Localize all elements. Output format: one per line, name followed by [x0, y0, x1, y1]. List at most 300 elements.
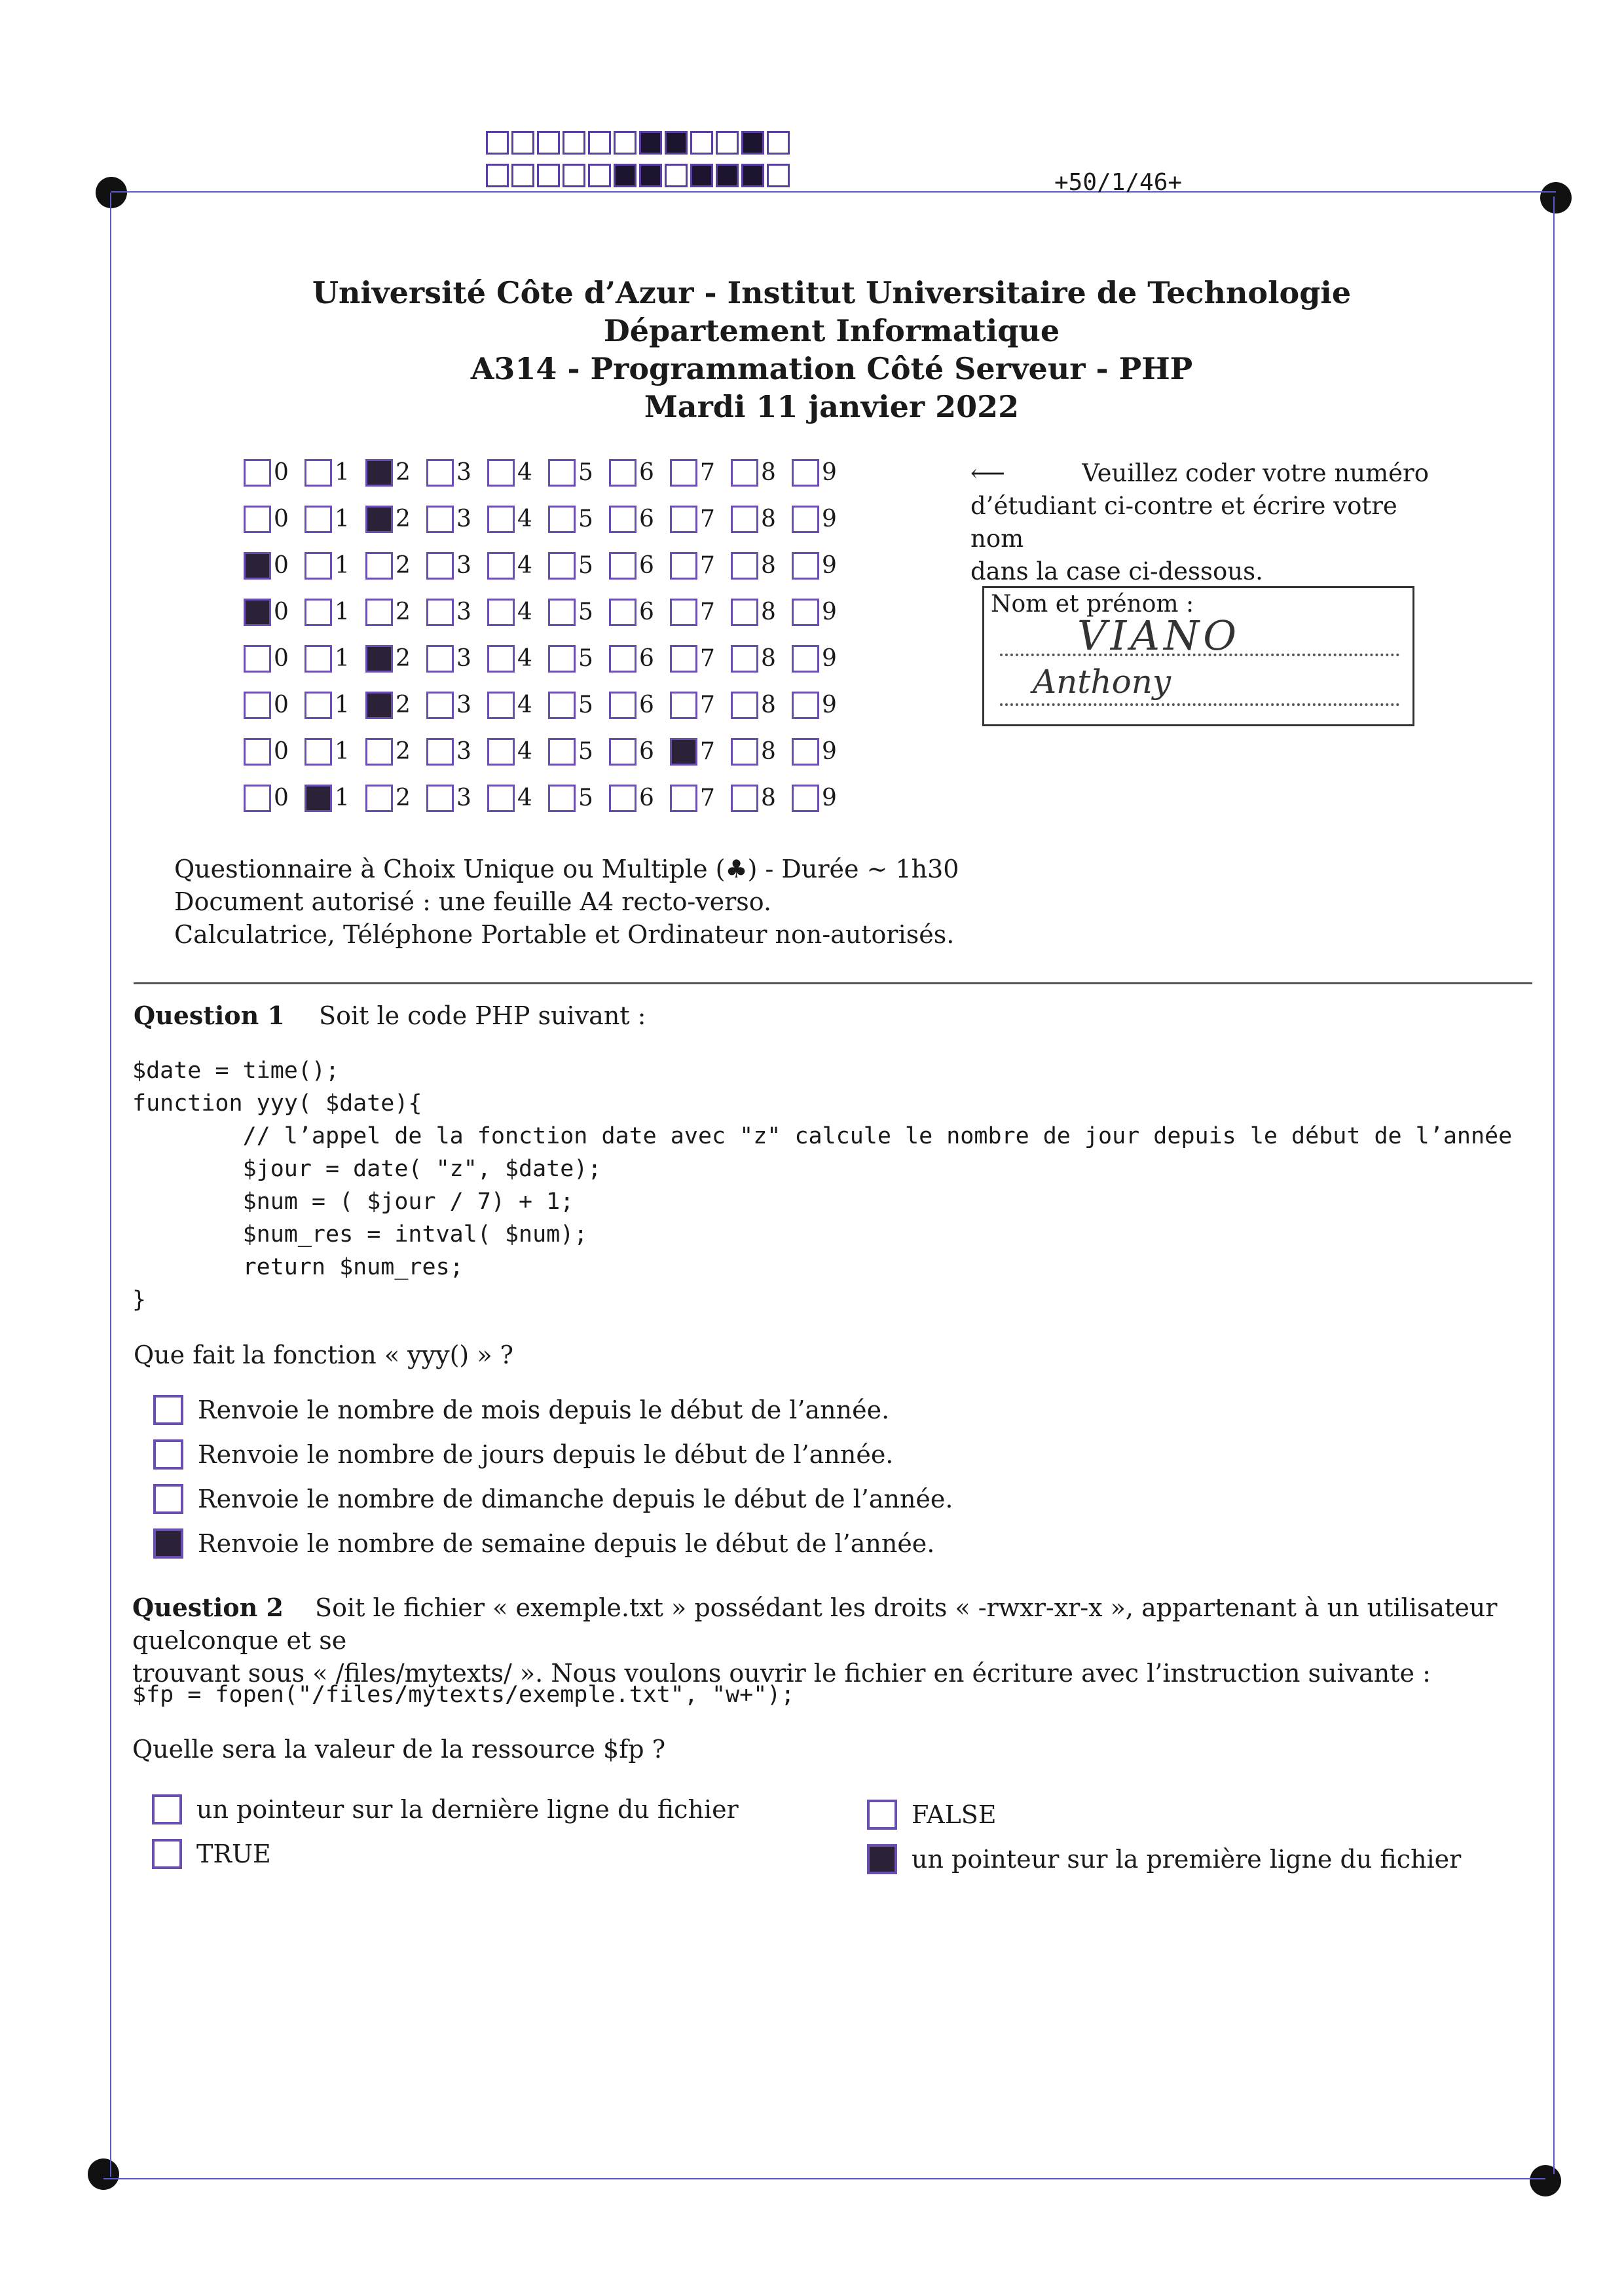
digit-label: 9 [822, 738, 837, 765]
question-1-intro: Soit le code PHP suivant : [319, 1001, 646, 1030]
digit-option [304, 738, 365, 766]
digit-checkbox[interactable] [365, 506, 393, 533]
digit-checkbox[interactable] [609, 552, 637, 580]
instructions-line-1: Veuillez coder votre numéro [1082, 459, 1429, 487]
digit-checkbox[interactable] [244, 645, 271, 673]
digit-checkbox[interactable] [548, 692, 576, 719]
digit-option [426, 506, 487, 533]
digit-label: 3 [456, 692, 471, 718]
digit-option [609, 785, 670, 812]
left-arrow-icon: ⟵ [970, 459, 1006, 487]
digit-label: 3 [456, 738, 471, 765]
digit-option [426, 785, 487, 812]
digit-label: 2 [396, 552, 411, 579]
digit-checkbox[interactable] [365, 738, 393, 766]
digit-option [304, 645, 365, 673]
digit-checkbox[interactable] [548, 599, 576, 626]
digit-label: 3 [456, 459, 471, 486]
digit-label: 1 [335, 506, 350, 532]
digit-option [304, 599, 365, 626]
digit-option [731, 785, 792, 812]
question-1-heading [134, 999, 646, 1032]
digit-checkbox[interactable] [304, 599, 332, 626]
digit-option [487, 506, 548, 533]
digit-label: 5 [578, 552, 593, 579]
digit-label: 2 [396, 692, 411, 718]
digit-checkbox[interactable] [670, 506, 697, 533]
digit-label: 6 [639, 599, 654, 625]
corner-mark-top-right [1540, 182, 1572, 213]
digit-option [609, 459, 670, 487]
digit-label: 4 [517, 552, 532, 579]
digit-label: 7 [700, 785, 715, 811]
digit-checkbox[interactable] [548, 738, 576, 766]
digit-label: 4 [517, 645, 532, 672]
digit-checkbox[interactable] [426, 785, 454, 812]
digit-label: 9 [822, 459, 837, 486]
digit-label: 0 [274, 599, 289, 625]
name-dotted-line-2 [1000, 703, 1399, 706]
digit-option [731, 459, 792, 487]
digit-option [548, 459, 609, 487]
digit-checkbox[interactable] [792, 692, 819, 719]
exam-info-line-2: Document autorisé : une feuille A4 recto-verso. [174, 887, 772, 916]
digit-label: 8 [761, 552, 776, 579]
digit-checkbox[interactable] [670, 645, 697, 673]
code-line: $date = time(); [132, 1058, 340, 1084]
digit-option [487, 785, 548, 812]
digit-option [670, 645, 731, 673]
digit-option [670, 459, 731, 487]
digit-checkbox[interactable] [487, 459, 515, 487]
digit-label: 8 [761, 692, 776, 718]
instructions-line-3: dans la case ci-dessous. [970, 557, 1263, 585]
student-number-row [244, 496, 853, 542]
question-2-heading [132, 1591, 1534, 1690]
digit-label: 1 [335, 785, 350, 811]
digit-label: 9 [822, 599, 837, 625]
code-line: $jour = date( "z", $date); [132, 1156, 602, 1182]
digit-checkbox[interactable] [670, 738, 697, 766]
handwritten-first-name: Anthony [1033, 663, 1172, 701]
digit-option [244, 785, 304, 812]
digit-option [365, 552, 426, 580]
digit-option [304, 692, 365, 719]
answer-label: Renvoie le nombre de mois depuis le début de l’année. [198, 1396, 890, 1424]
digit-label: 8 [761, 645, 776, 672]
answer-label: Renvoie le nombre de semaine depuis le début de l’année. [198, 1529, 935, 1558]
digit-option [792, 599, 853, 626]
digit-checkbox[interactable] [609, 506, 637, 533]
digit-checkbox[interactable] [487, 692, 515, 719]
digit-label: 4 [517, 459, 532, 486]
digit-option [548, 506, 609, 533]
digit-checkbox[interactable] [304, 645, 332, 673]
digit-label: 6 [639, 459, 654, 486]
barcode-bottom-row [486, 164, 792, 187]
digit-label: 3 [456, 645, 471, 672]
digit-option [792, 738, 853, 766]
code-line: $num = ( $jour / 7) + 1; [132, 1189, 574, 1215]
question-1-title: Question 1 [134, 1001, 285, 1030]
digit-label: 1 [335, 645, 350, 672]
header-department: Département Informatique [603, 313, 1060, 348]
digit-label: 0 [274, 645, 289, 672]
digit-label: 0 [274, 459, 289, 486]
digit-label: 7 [700, 506, 715, 532]
digit-checkbox[interactable] [304, 459, 332, 487]
digit-checkbox[interactable] [365, 645, 393, 673]
question-2-intro-line-1: Soit le fichier « exemple.txt » possédant les droits « -rwxr-xr-x », appartenant à un utilisateur quelconque et se [132, 1593, 1498, 1655]
digit-option [365, 785, 426, 812]
instructions [970, 457, 1429, 588]
digit-label: 2 [396, 785, 411, 811]
student-number-row [244, 589, 853, 635]
answer-option[interactable] [153, 1484, 953, 1514]
digit-checkbox[interactable] [792, 459, 819, 487]
answer-checkbox[interactable] [153, 1439, 183, 1470]
digit-option [304, 459, 365, 487]
code-line: } [132, 1287, 147, 1313]
digit-checkbox[interactable] [731, 738, 758, 766]
digit-option [609, 599, 670, 626]
answer-label: un pointeur sur la dernière ligne du fichier [196, 1795, 739, 1824]
digit-checkbox[interactable] [731, 692, 758, 719]
digit-option [548, 692, 609, 719]
digit-checkbox[interactable] [731, 599, 758, 626]
digit-checkbox[interactable] [609, 599, 637, 626]
digit-label: 5 [578, 599, 593, 625]
header-course: A314 - Programmation Côté Serveur - PHP [470, 351, 1193, 386]
digit-option [731, 645, 792, 673]
student-number-row [244, 728, 853, 775]
digit-option [244, 506, 304, 533]
digit-checkbox[interactable] [731, 785, 758, 812]
answer-option[interactable] [867, 1844, 1461, 1874]
digit-checkbox[interactable] [487, 738, 515, 766]
digit-checkbox[interactable] [365, 599, 393, 626]
digit-option [792, 506, 853, 533]
digit-checkbox[interactable] [426, 645, 454, 673]
digit-checkbox[interactable] [670, 459, 697, 487]
answer-checkbox[interactable] [867, 1800, 897, 1830]
digit-label: 1 [335, 738, 350, 765]
digit-label: 8 [761, 459, 776, 486]
digit-checkbox[interactable] [426, 692, 454, 719]
digit-option [365, 645, 426, 673]
digit-option [487, 645, 548, 673]
digit-label: 9 [822, 552, 837, 579]
digit-label: 2 [396, 738, 411, 765]
digit-checkbox[interactable] [670, 692, 697, 719]
digit-checkbox[interactable] [548, 459, 576, 487]
digit-option [670, 552, 731, 580]
digit-label: 4 [517, 738, 532, 765]
digit-option [487, 599, 548, 626]
digit-checkbox[interactable] [609, 645, 637, 673]
name-box[interactable] [982, 586, 1414, 726]
digit-checkbox[interactable] [426, 459, 454, 487]
digit-checkbox[interactable] [670, 552, 697, 580]
digit-checkbox[interactable] [487, 785, 515, 812]
digit-option [792, 552, 853, 580]
digit-label: 2 [396, 506, 411, 532]
answer-label: FALSE [912, 1800, 997, 1829]
digit-checkbox[interactable] [731, 552, 758, 580]
digit-label: 7 [700, 459, 715, 486]
digit-label: 4 [517, 506, 532, 532]
digit-label: 6 [639, 645, 654, 672]
copy-id: +50/1/46+ [1054, 169, 1183, 196]
digit-option [731, 738, 792, 766]
digit-checkbox[interactable] [487, 645, 515, 673]
digit-label: 1 [335, 552, 350, 579]
digit-option [244, 599, 304, 626]
digit-label: 4 [517, 692, 532, 718]
answer-option[interactable] [867, 1800, 997, 1830]
digit-option [548, 738, 609, 766]
digit-checkbox[interactable] [426, 552, 454, 580]
digit-option [426, 738, 487, 766]
answer-checkbox[interactable] [152, 1794, 182, 1824]
digit-checkbox[interactable] [244, 738, 271, 766]
digit-label: 5 [578, 692, 593, 718]
digit-checkbox[interactable] [244, 552, 271, 580]
digit-option [548, 552, 609, 580]
digit-option [609, 738, 670, 766]
digit-checkbox[interactable] [487, 599, 515, 626]
digit-option [244, 738, 304, 766]
digit-checkbox[interactable] [487, 552, 515, 580]
digit-label: 5 [578, 645, 593, 672]
digit-checkbox[interactable] [548, 552, 576, 580]
exam-info [174, 853, 959, 951]
student-number-row [244, 775, 853, 821]
answer-checkbox[interactable] [867, 1844, 897, 1874]
digit-checkbox[interactable] [244, 785, 271, 812]
digit-option [609, 506, 670, 533]
digit-option [548, 599, 609, 626]
digit-checkbox[interactable] [670, 599, 697, 626]
digit-option [426, 459, 487, 487]
digit-option [426, 692, 487, 719]
digit-option [426, 599, 487, 626]
digit-label: 5 [578, 506, 593, 532]
digit-checkbox[interactable] [792, 645, 819, 673]
digit-option [365, 459, 426, 487]
digit-label: 3 [456, 599, 471, 625]
frame-top [111, 191, 1556, 193]
student-number-row [244, 635, 853, 682]
digit-checkbox[interactable] [548, 785, 576, 812]
digit-checkbox[interactable] [792, 552, 819, 580]
frame-left [110, 193, 111, 2177]
digit-checkbox[interactable] [304, 506, 332, 533]
digit-option [487, 552, 548, 580]
answer-option[interactable] [152, 1794, 739, 1824]
digit-checkbox[interactable] [365, 552, 393, 580]
digit-checkbox[interactable] [244, 459, 271, 487]
code-line: function yyy( $date){ [132, 1090, 422, 1117]
digit-option [670, 692, 731, 719]
digit-checkbox[interactable] [304, 785, 332, 812]
digit-label: 1 [335, 599, 350, 625]
digit-label: 7 [700, 552, 715, 579]
name-dotted-line-1 [1000, 654, 1399, 656]
digit-checkbox[interactable] [304, 738, 332, 766]
question-2-prompt: Quelle sera la valeur de la ressource $fp ? [132, 1735, 666, 1764]
digit-option [548, 785, 609, 812]
digit-option [487, 738, 548, 766]
digit-checkbox[interactable] [426, 599, 454, 626]
digit-option [365, 738, 426, 766]
digit-label: 7 [700, 738, 715, 765]
digit-checkbox[interactable] [304, 552, 332, 580]
separator-rule [134, 982, 1532, 984]
digit-checkbox[interactable] [244, 692, 271, 719]
frame-bottom [103, 2178, 1545, 2179]
digit-checkbox[interactable] [487, 506, 515, 533]
digit-checkbox[interactable] [304, 692, 332, 719]
digit-option [487, 459, 548, 487]
digit-checkbox[interactable] [792, 599, 819, 626]
digit-label: 0 [274, 692, 289, 718]
answer-option[interactable] [153, 1439, 893, 1470]
digit-label: 6 [639, 506, 654, 532]
digit-label: 9 [822, 692, 837, 718]
digit-checkbox[interactable] [548, 645, 576, 673]
digit-option [731, 552, 792, 580]
digit-checkbox[interactable] [670, 785, 697, 812]
digit-option [670, 506, 731, 533]
exam-info-line-1: Questionnaire à Choix Unique ou Multiple (♣) - Durée ∼ 1h30 [174, 855, 959, 883]
digit-checkbox[interactable] [609, 692, 637, 719]
digit-label: 7 [700, 599, 715, 625]
answer-option[interactable] [152, 1839, 271, 1869]
digit-label: 6 [639, 785, 654, 811]
digit-label: 3 [456, 785, 471, 811]
student-number-row [244, 682, 853, 728]
answer-checkbox[interactable] [153, 1528, 183, 1559]
answer-option[interactable] [153, 1395, 889, 1425]
digit-option [792, 459, 853, 487]
digit-label: 0 [274, 552, 289, 579]
digit-checkbox[interactable] [792, 506, 819, 533]
digit-label: 8 [761, 738, 776, 765]
digit-checkbox[interactable] [731, 506, 758, 533]
barcode-top-row [486, 131, 792, 155]
digit-label: 3 [456, 552, 471, 579]
digit-checkbox[interactable] [792, 785, 819, 812]
digit-checkbox[interactable] [609, 459, 637, 487]
name-box-label: Nom et prénom : [991, 591, 1194, 618]
digit-label: 9 [822, 506, 837, 532]
digit-option [426, 645, 487, 673]
header-university: Université Côte d’Azur - Institut Universitaire de Technologie [312, 275, 1352, 310]
digit-label: 2 [396, 645, 411, 672]
digit-option [670, 738, 731, 766]
digit-option [244, 459, 304, 487]
digit-checkbox[interactable] [548, 506, 576, 533]
corner-mark-bottom-left [88, 2158, 119, 2190]
digit-label: 4 [517, 599, 532, 625]
digit-checkbox[interactable] [609, 738, 637, 766]
answer-label: Renvoie le nombre de jours depuis le début de l’année. [198, 1440, 894, 1469]
student-number-row [244, 542, 853, 589]
digit-checkbox[interactable] [426, 738, 454, 766]
digit-option [304, 552, 365, 580]
digit-checkbox[interactable] [731, 459, 758, 487]
digit-option [365, 692, 426, 719]
digit-label: 0 [274, 785, 289, 811]
digit-label: 8 [761, 506, 776, 532]
digit-checkbox[interactable] [244, 599, 271, 626]
digit-option [487, 692, 548, 719]
code-line: return $num_res; [132, 1254, 464, 1280]
student-number-grid [244, 449, 853, 821]
digit-option [365, 599, 426, 626]
digit-checkbox[interactable] [365, 785, 393, 812]
exam-info-line-3: Calculatrice, Téléphone Portable et Ordinateur non-autorisés. [174, 920, 955, 949]
digit-checkbox[interactable] [365, 692, 393, 719]
digit-checkbox[interactable] [426, 506, 454, 533]
digit-option [244, 645, 304, 673]
digit-option [609, 552, 670, 580]
digit-label: 3 [456, 506, 471, 532]
digit-label: 7 [700, 692, 715, 718]
digit-option [609, 692, 670, 719]
digit-checkbox[interactable] [731, 645, 758, 673]
digit-label: 6 [639, 552, 654, 579]
answer-label: un pointeur sur la première ligne du fichier [912, 1845, 1462, 1874]
question-2-intro-line-2: trouvant sous « /files/mytexts/ ». Nous voulons ouvrir le fichier en écriture avec l’instruction suivante : [132, 1659, 1431, 1688]
question-2-title: Question 2 [132, 1593, 284, 1622]
answer-checkbox[interactable] [153, 1395, 183, 1425]
digit-checkbox[interactable] [365, 459, 393, 487]
digit-option [304, 506, 365, 533]
digit-label: 6 [639, 738, 654, 765]
question-1-code [132, 1054, 1512, 1316]
digit-label: 9 [822, 645, 837, 672]
digit-label: 1 [335, 692, 350, 718]
answer-option[interactable] [153, 1528, 934, 1559]
frame-right [1553, 196, 1555, 2174]
digit-option [426, 552, 487, 580]
header-date: Mardi 11 janvier 2022 [644, 389, 1020, 424]
digit-option [244, 692, 304, 719]
digit-option [731, 599, 792, 626]
question-1-prompt: Que fait la fonction « yyy() » ? [134, 1341, 514, 1369]
answer-checkbox[interactable] [152, 1839, 182, 1869]
digit-option [670, 785, 731, 812]
instructions-line-2: d’étudiant ci-contre et écrire votre nom [970, 492, 1397, 553]
handwritten-last-name: VIANO [1077, 612, 1241, 659]
digit-option [670, 599, 731, 626]
digit-label: 8 [761, 599, 776, 625]
digit-option [731, 506, 792, 533]
digit-checkbox[interactable] [792, 738, 819, 766]
digit-label: 5 [578, 459, 593, 486]
digit-option [731, 692, 792, 719]
corner-mark-bottom-right [1530, 2165, 1561, 2196]
digit-checkbox[interactable] [609, 785, 637, 812]
code-line: // l’appel de la fonction date avec "z" calcule le nombre de jour depuis le début de l’année [132, 1123, 1513, 1149]
digit-label: 8 [761, 785, 776, 811]
answer-checkbox[interactable] [153, 1484, 183, 1514]
digit-option [609, 645, 670, 673]
digit-label: 1 [335, 459, 350, 486]
digit-checkbox[interactable] [244, 506, 271, 533]
